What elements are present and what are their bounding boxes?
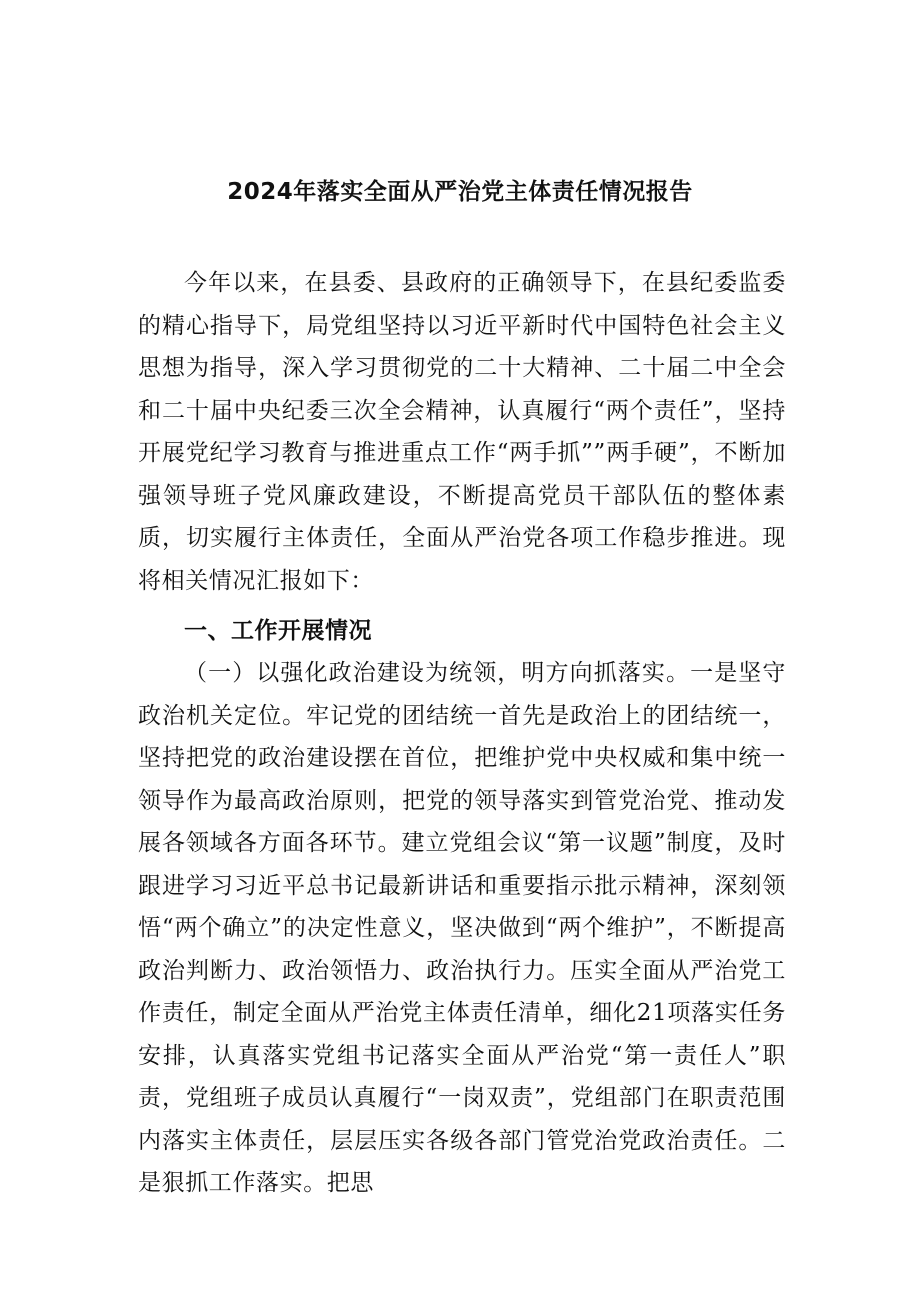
section-1-paragraph-1: （一）以强化政治建设为统领，明方向抓落实。一是坚守政治机关定位。牢记党的团结统一首先是政治上的团结统一，坚持把党的政治建设摆在首位，把维护党中央权威和集中统一领导作为最高政治原则，把党的领导落实到管党治党、推动发展各领域各方面各环节。建立党组会议“第一议题”制度，及时跟进学习习近平总书记最新讲话和重要指示批示精神，深刻领悟“两个确立”的决定性意义，坚决做到“两个维护”，不断提高政治判断力、政治领悟力、政治执行力。压实全面从严治党工作责任，制定全面从严治党主体责任清单，细化21项落实任务安排，认真落实党组书记落实全面从严治党“第一责任人”职责，党组班子成员认真履行“一岗双责”，党组部门在职责范围内落实主体责任，层层压实各级各部门管党治党政治责任。二是狠抓工作落实。把思 (138, 660, 786, 1196)
intro-paragraph: 今年以来，在县委、县政府的正确领导下，在县纪委监委的精心指导下，局党组坚持以习近平新时代中国特色社会主义思想为指导，深入学习贯彻党的二十大精神、二十届二中全会和二十届中央纪委三次全会精神，认真履行“两个责任”，坚持开展党纪学习教育与推进重点工作“两手抓””两手硬”，不断加强领导班子党风廉政建设，不断提高党员干部队伍的整体素质，切实履行主体责任，全面从严治党各项工作稳步推进。现将相关情况汇报如下： (138, 270, 786, 594)
document-title: 2024年落实全面从严治党主体责任情况报告 (227, 179, 693, 205)
section-heading-work-progress: 一、工作开展情况 (184, 618, 372, 644)
